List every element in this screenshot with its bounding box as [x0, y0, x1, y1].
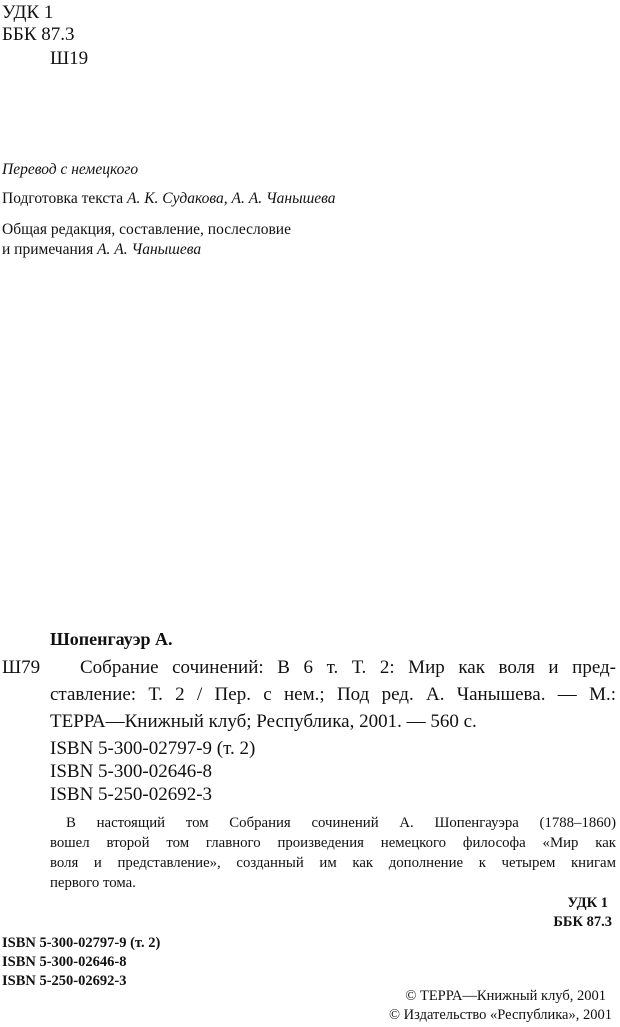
card-isbn-2: ISBN 5-300-02646-8 [50, 761, 213, 782]
card-udk-code: УДК 1 [567, 895, 608, 911]
card-line-1: Собрание сочинений: В 6 т. Т. 2: Мир как воля и пред- [80, 657, 616, 678]
annotation-line-1: В настоящий том Собрания сочинений А. Шопенгауэра (1788–1860) [66, 815, 616, 831]
bottom-isbn-2: ISBN 5-300-02646-8 [2, 954, 127, 970]
translation-note: Перевод с немецкого [2, 161, 139, 178]
bbk-code-top: ББК 87.3 [2, 24, 75, 45]
udk-code-top: УДК 1 [2, 2, 54, 23]
card-isbn-3: ISBN 5-250-02692-3 [50, 784, 213, 805]
text-prep-line [2, 189, 336, 209]
card-isbn-1: ISBN 5-300-02797-9 (т. 2) [50, 738, 256, 759]
bottom-isbn-3: ISBN 5-250-02692-3 [2, 973, 127, 989]
annotation-line-4: первого тома. [50, 875, 136, 891]
card-line-3: ТЕРРА—Книжный клуб; Республика, 2001. — 560 с. [50, 711, 477, 732]
card-call-number: Ш79 [2, 657, 41, 678]
editorial-line-2 [2, 240, 201, 260]
bottom-isbn-1: ISBN 5-300-02797-9 (т. 2) [2, 935, 161, 951]
card-author: Шопенгауэр А. [50, 629, 173, 649]
copyright-terra: © ТЕРРА—Книжный клуб, 2001 [405, 988, 606, 1004]
editorial-name: А. А. Чанышева [97, 241, 202, 258]
editorial-prefix: и примечания [2, 241, 94, 258]
editorial-line-1: Общая редакция, составление, послесловие [2, 221, 291, 238]
text-prep-label: Подготовка текста [2, 190, 124, 207]
card-line-2: ставление: Т. 2 / Пер. с нем.; Под ред. А. Чанышева. — М.: [50, 684, 616, 705]
author-mark: Ш19 [50, 48, 89, 69]
annotation-line-3: воля и представление», созданный им как дополнение к четырем книгам [50, 855, 616, 871]
copyright-respublika: © Издательство «Республика», 2001 [389, 1007, 612, 1023]
card-bbk-code: ББК 87.3 [553, 914, 612, 930]
text-prep-names: А. К. Судакова, А. А. Чанышева [126, 190, 336, 207]
annotation-line-2: вошел второй том главного произведения немецкого философа «Мир как [50, 835, 616, 851]
